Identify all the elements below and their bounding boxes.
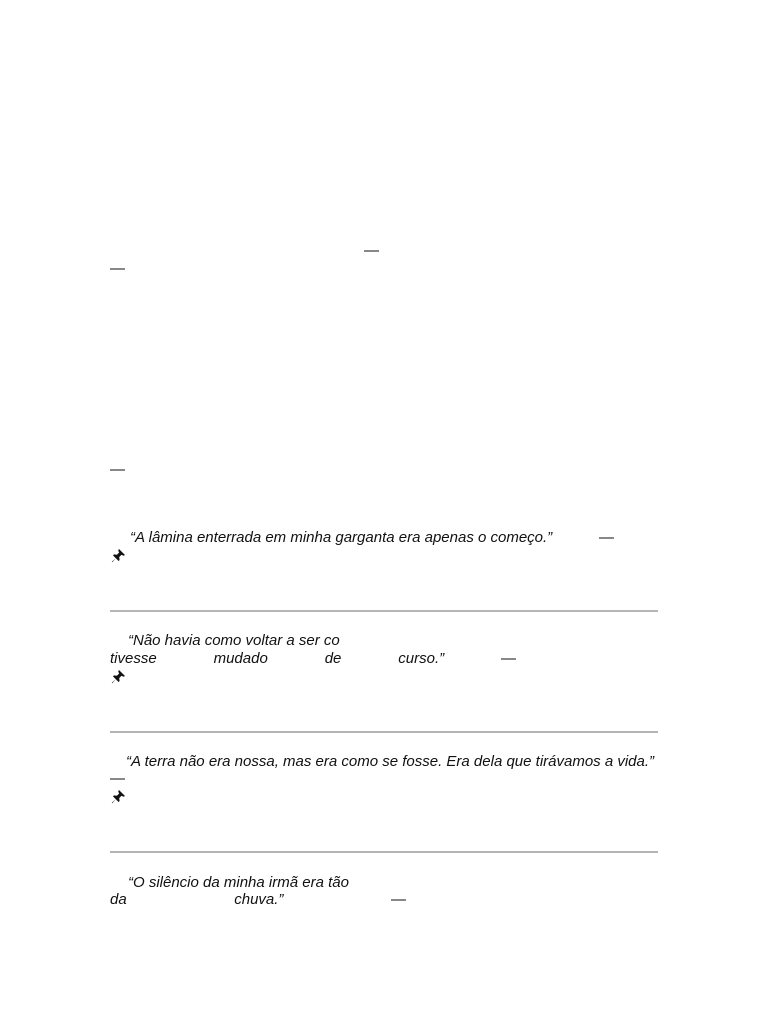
- em-dash: —: [501, 650, 516, 667]
- divider: [110, 610, 658, 612]
- em-dash: —: [110, 770, 125, 787]
- quote-4-line-2: [110, 891, 406, 908]
- divider: [110, 851, 658, 853]
- quote-4-line-1: “O silêncio da minha irmã era tão: [128, 874, 349, 891]
- divider: [110, 731, 658, 733]
- em-dash: —: [599, 529, 614, 546]
- pin-icon[interactable]: [110, 789, 126, 805]
- em-dash: —: [390, 891, 406, 908]
- quote-1: [130, 529, 614, 546]
- quote-3: “A terra não era nossa, mas era como se fosse. Era dela que tirávamos a vida.”: [126, 753, 655, 770]
- pin-icon[interactable]: [110, 548, 126, 564]
- pin-icon[interactable]: [110, 669, 126, 685]
- em-dash: —: [110, 260, 125, 277]
- quote-word: chuva.”: [234, 891, 284, 908]
- em-dash: —: [364, 242, 379, 259]
- quote-word: de: [324, 650, 342, 667]
- quote-word: da: [110, 891, 127, 908]
- quote-2-line-1: “Não havia como voltar a ser co: [128, 632, 340, 649]
- quote-2-line-2: [110, 650, 516, 667]
- quote-text: “A lâmina enterrada em minha garganta era apenas o começo.”: [130, 529, 553, 546]
- quote-word: mudado: [213, 650, 268, 667]
- quote-word: curso.”: [398, 650, 445, 667]
- quote-word: tivesse: [110, 650, 157, 667]
- em-dash: —: [110, 461, 125, 478]
